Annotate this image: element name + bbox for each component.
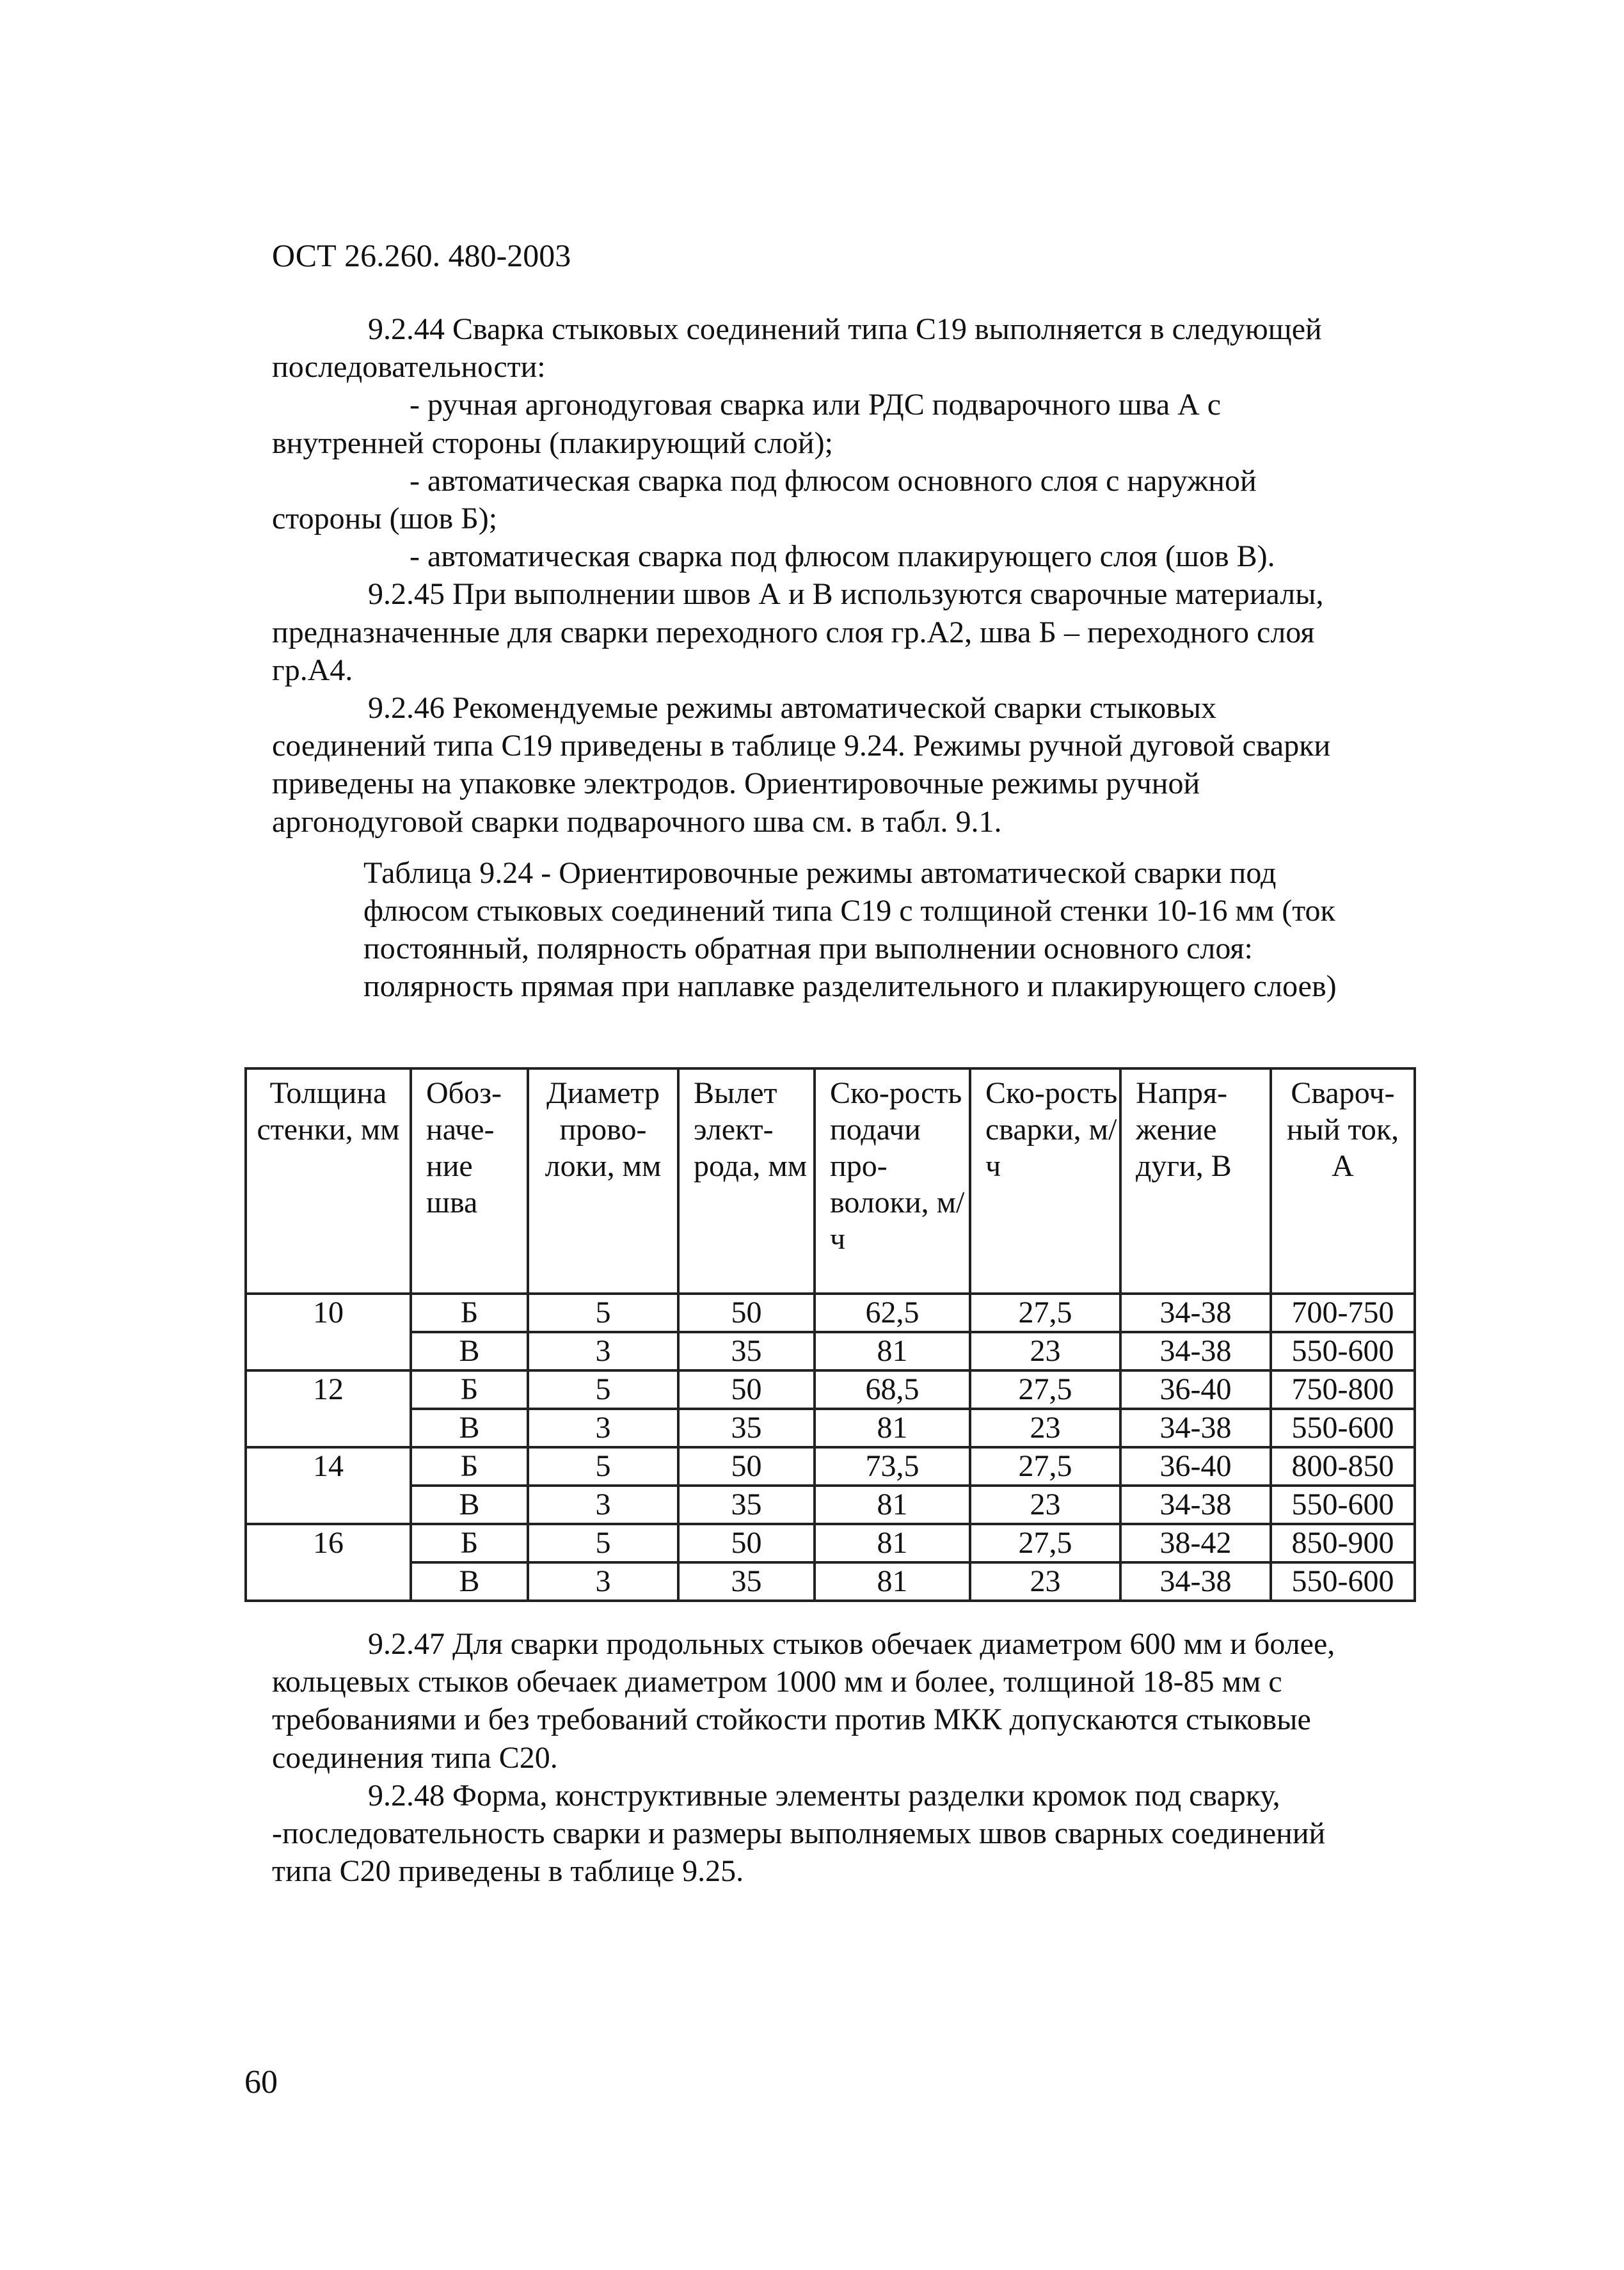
table-cell: Б — [411, 1524, 528, 1562]
thickness-cell: 16 — [246, 1524, 411, 1601]
table-cell: 36-40 — [1120, 1370, 1271, 1409]
table-cell: 550-600 — [1271, 1486, 1415, 1524]
table-header-row — [246, 1068, 1415, 1294]
table-cell: 68,5 — [815, 1370, 970, 1409]
table-cell: 800-850 — [1271, 1447, 1415, 1486]
column-header: Свароч-ный ток, А — [1271, 1068, 1415, 1294]
table-cell: 3 — [528, 1332, 678, 1370]
table-cell: 38-42 — [1120, 1524, 1271, 1562]
table-cell: 27,5 — [970, 1524, 1120, 1562]
table-cell: 27,5 — [970, 1294, 1120, 1332]
table-cell: В — [411, 1409, 528, 1447]
table-cell: 35 — [678, 1486, 815, 1524]
bullet-item: - ручная аргонодуговая сварка или РДС подварочного шва А с внутренней стороны (плакирующий слой); — [272, 388, 1222, 460]
table-cell: Б — [411, 1370, 528, 1409]
page-number: 60 — [244, 2064, 278, 2100]
paragraph-9-2-48: 9.2.48 Форма, конструктивные элементы разделки кромок под сварку, -последовательность сварки и размеры выполняемых швов сварных соединений типа С20 приведены в таблице 9.25. — [272, 1778, 1326, 1889]
table-cell: 23 — [970, 1332, 1120, 1370]
table-cell: 35 — [678, 1409, 815, 1447]
table-row — [246, 1332, 1415, 1370]
table-cell: 5 — [528, 1447, 678, 1486]
table-cell: 3 — [528, 1409, 678, 1447]
table-cell: 50 — [678, 1294, 815, 1332]
table-cell: 62,5 — [815, 1294, 970, 1332]
table-cell: 700-750 — [1271, 1294, 1415, 1332]
column-header: Вылет элект-рода, мм — [678, 1068, 815, 1294]
column-header: Ско-рость подачи про-волоки, м/ч — [815, 1068, 970, 1294]
table-row — [246, 1409, 1415, 1447]
section-9-2-44 — [272, 310, 1366, 841]
table-row — [246, 1447, 1415, 1486]
table-row — [246, 1524, 1415, 1562]
table-cell: 50 — [678, 1447, 815, 1486]
table-row — [246, 1562, 1415, 1601]
table-cell: 5 — [528, 1524, 678, 1562]
table-cell: 36-40 — [1120, 1447, 1271, 1486]
paragraph-9-2-45: 9.2.45 При выполнении швов А и В используются сварочные материалы, предназначенные для сварки переходного слоя гр.А2, шва Б – переходного слоя гр.А4. — [272, 577, 1324, 687]
table-cell: 550-600 — [1271, 1562, 1415, 1601]
table-row — [246, 1294, 1415, 1332]
table-cell: 550-600 — [1271, 1332, 1415, 1370]
table-cell: 81 — [815, 1524, 970, 1562]
table-cell: 50 — [678, 1370, 815, 1409]
column-header: Толщина стенки, мм — [246, 1068, 411, 1294]
thickness-cell: 10 — [246, 1294, 411, 1370]
bullet-item: - автоматическая сварка под флюсом плакирующего слоя (шов В). — [410, 539, 1275, 574]
table-cell: Б — [411, 1447, 528, 1486]
table-cell: 3 — [528, 1486, 678, 1524]
bullet-item: - автоматическая сварка под флюсом основного слоя с наружной стороны (шов Б); — [272, 463, 1257, 536]
table-cell: 34-38 — [1120, 1332, 1271, 1370]
table-cell: 750-800 — [1271, 1370, 1415, 1409]
table-cell: 35 — [678, 1562, 815, 1601]
table-cell: 27,5 — [970, 1447, 1120, 1486]
table-cell: 73,5 — [815, 1447, 970, 1486]
table-cell: 34-38 — [1120, 1294, 1271, 1332]
table-cell: 23 — [970, 1486, 1120, 1524]
table-row — [246, 1486, 1415, 1524]
table-cell: 34-38 — [1120, 1486, 1271, 1524]
paragraph-9-2-46: 9.2.46 Рекомендуемые режимы автоматической сварки стыковых соединений типа С19 приведены в таблице 9.24. Режимы ручной дуговой сварки приведены на упаковке электродов. Ориентировочные режимы ручной аргонодуговой сварки подварочного шва см. в табл. 9.1. — [272, 691, 1331, 839]
table-cell: 23 — [970, 1562, 1120, 1601]
thickness-cell: 12 — [246, 1370, 411, 1447]
table-cell: 81 — [815, 1332, 970, 1370]
paragraph-9-2-47: 9.2.47 Для сварки продольных стыков обечаек диаметром 600 мм и более, кольцевых стыков обечаек диаметром 1000 мм и более, толщиной 18-85 мм с требованиями и без требований стойкости против МКК допускаются стыковые соединения типа С20. — [272, 1627, 1335, 1775]
table-cell: 850-900 — [1271, 1524, 1415, 1562]
paragraph-9-2-44: 9.2.44 Сварка стыковых соединений типа С19 выполняется в следующей последовательности: — [272, 312, 1322, 385]
table-caption: Таблица 9.24 - Ориентировочные режимы автоматической сварки под флюсом стыковых соединений типа С19 с толщиной стенки 10-16 мм (ток постоянный, полярность обратная при выполнении основного слоя: полярность прямая при наплавке разделительного и плакирующего слоев) — [363, 856, 1337, 1003]
table-cell: 34-38 — [1120, 1409, 1271, 1447]
table-cell: 35 — [678, 1332, 815, 1370]
table-cell: 550-600 — [1271, 1409, 1415, 1447]
table-cell: 81 — [815, 1409, 970, 1447]
table-cell: В — [411, 1332, 528, 1370]
table-cell: 50 — [678, 1524, 815, 1562]
table-cell: 34-38 — [1120, 1562, 1271, 1601]
section-9-2-47 — [272, 1625, 1366, 1890]
thickness-cell: 14 — [246, 1447, 411, 1524]
table-cell: 81 — [815, 1562, 970, 1601]
table-row — [246, 1370, 1415, 1409]
table-cell: Б — [411, 1294, 528, 1332]
document-header: ОСТ 26.260. 480-2003 — [272, 237, 571, 273]
table-cell: 5 — [528, 1370, 678, 1409]
table-cell: В — [411, 1562, 528, 1601]
table-cell: 3 — [528, 1562, 678, 1601]
table-cell: 5 — [528, 1294, 678, 1332]
column-header: Ско-рость сварки, м/ч — [970, 1068, 1120, 1294]
column-header: Диаметр прово-локи, мм — [528, 1068, 678, 1294]
table-cell: 23 — [970, 1409, 1120, 1447]
welding-modes-table — [244, 1067, 1416, 1602]
table-cell: 27,5 — [970, 1370, 1120, 1409]
table-cell: 81 — [815, 1486, 970, 1524]
table-cell: В — [411, 1486, 528, 1524]
column-header: Обоз-наче-ние шва — [411, 1068, 528, 1294]
column-header: Напря-жение дуги, В — [1120, 1068, 1271, 1294]
